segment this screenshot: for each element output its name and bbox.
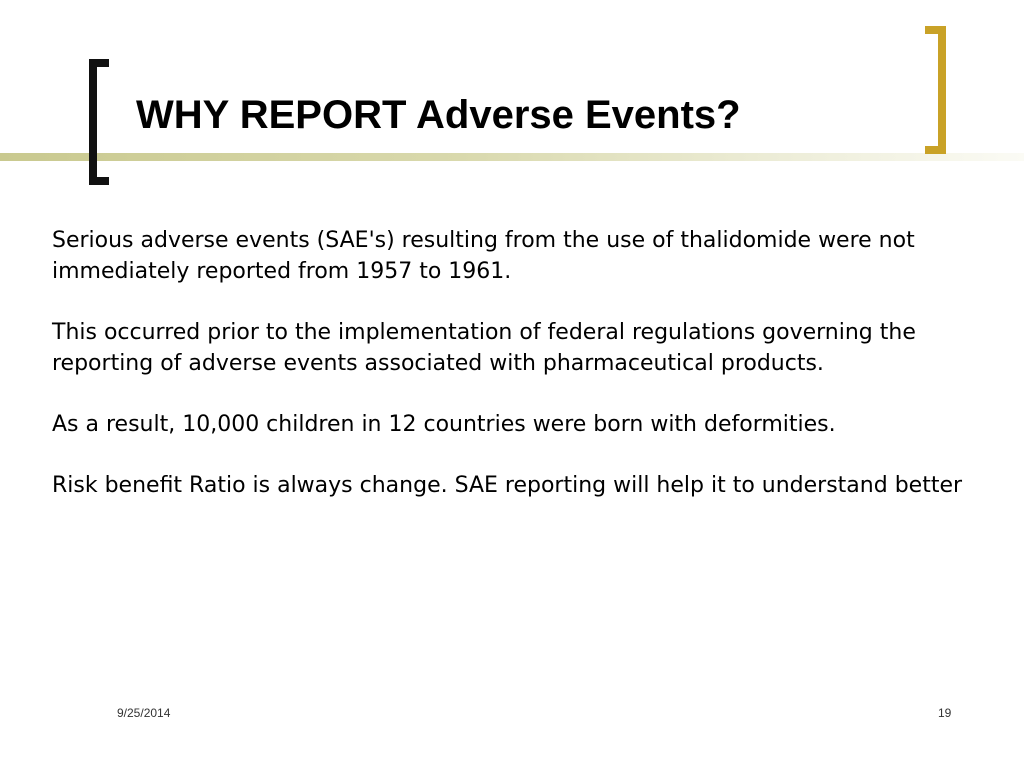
right-bracket-decoration [925, 26, 946, 154]
body-paragraph: Risk benefit Ratio is always change. SAE reporting will help it to understand better [52, 473, 963, 498]
body-paragraph: This occurred prior to the implementation of federal regulations governing the reporting of adverse events associated with pharmaceutical products. [52, 320, 916, 376]
body-paragraph: Serious adverse events (SAE's) resulting from the use of thalidomide were not immediately reported from 1957 to 1961. [52, 228, 915, 284]
left-bracket-decoration [89, 59, 109, 185]
body-paragraph: As a result, 10,000 children in 12 countries were born with deformities. [52, 412, 836, 437]
title-underline-band [0, 153, 1024, 161]
slide-body [52, 225, 982, 531]
footer-date: 9/25/2014 [117, 706, 171, 720]
slide-title: WHY REPORT Adverse Events? [136, 93, 741, 137]
footer-page-number: 19 [938, 706, 952, 720]
